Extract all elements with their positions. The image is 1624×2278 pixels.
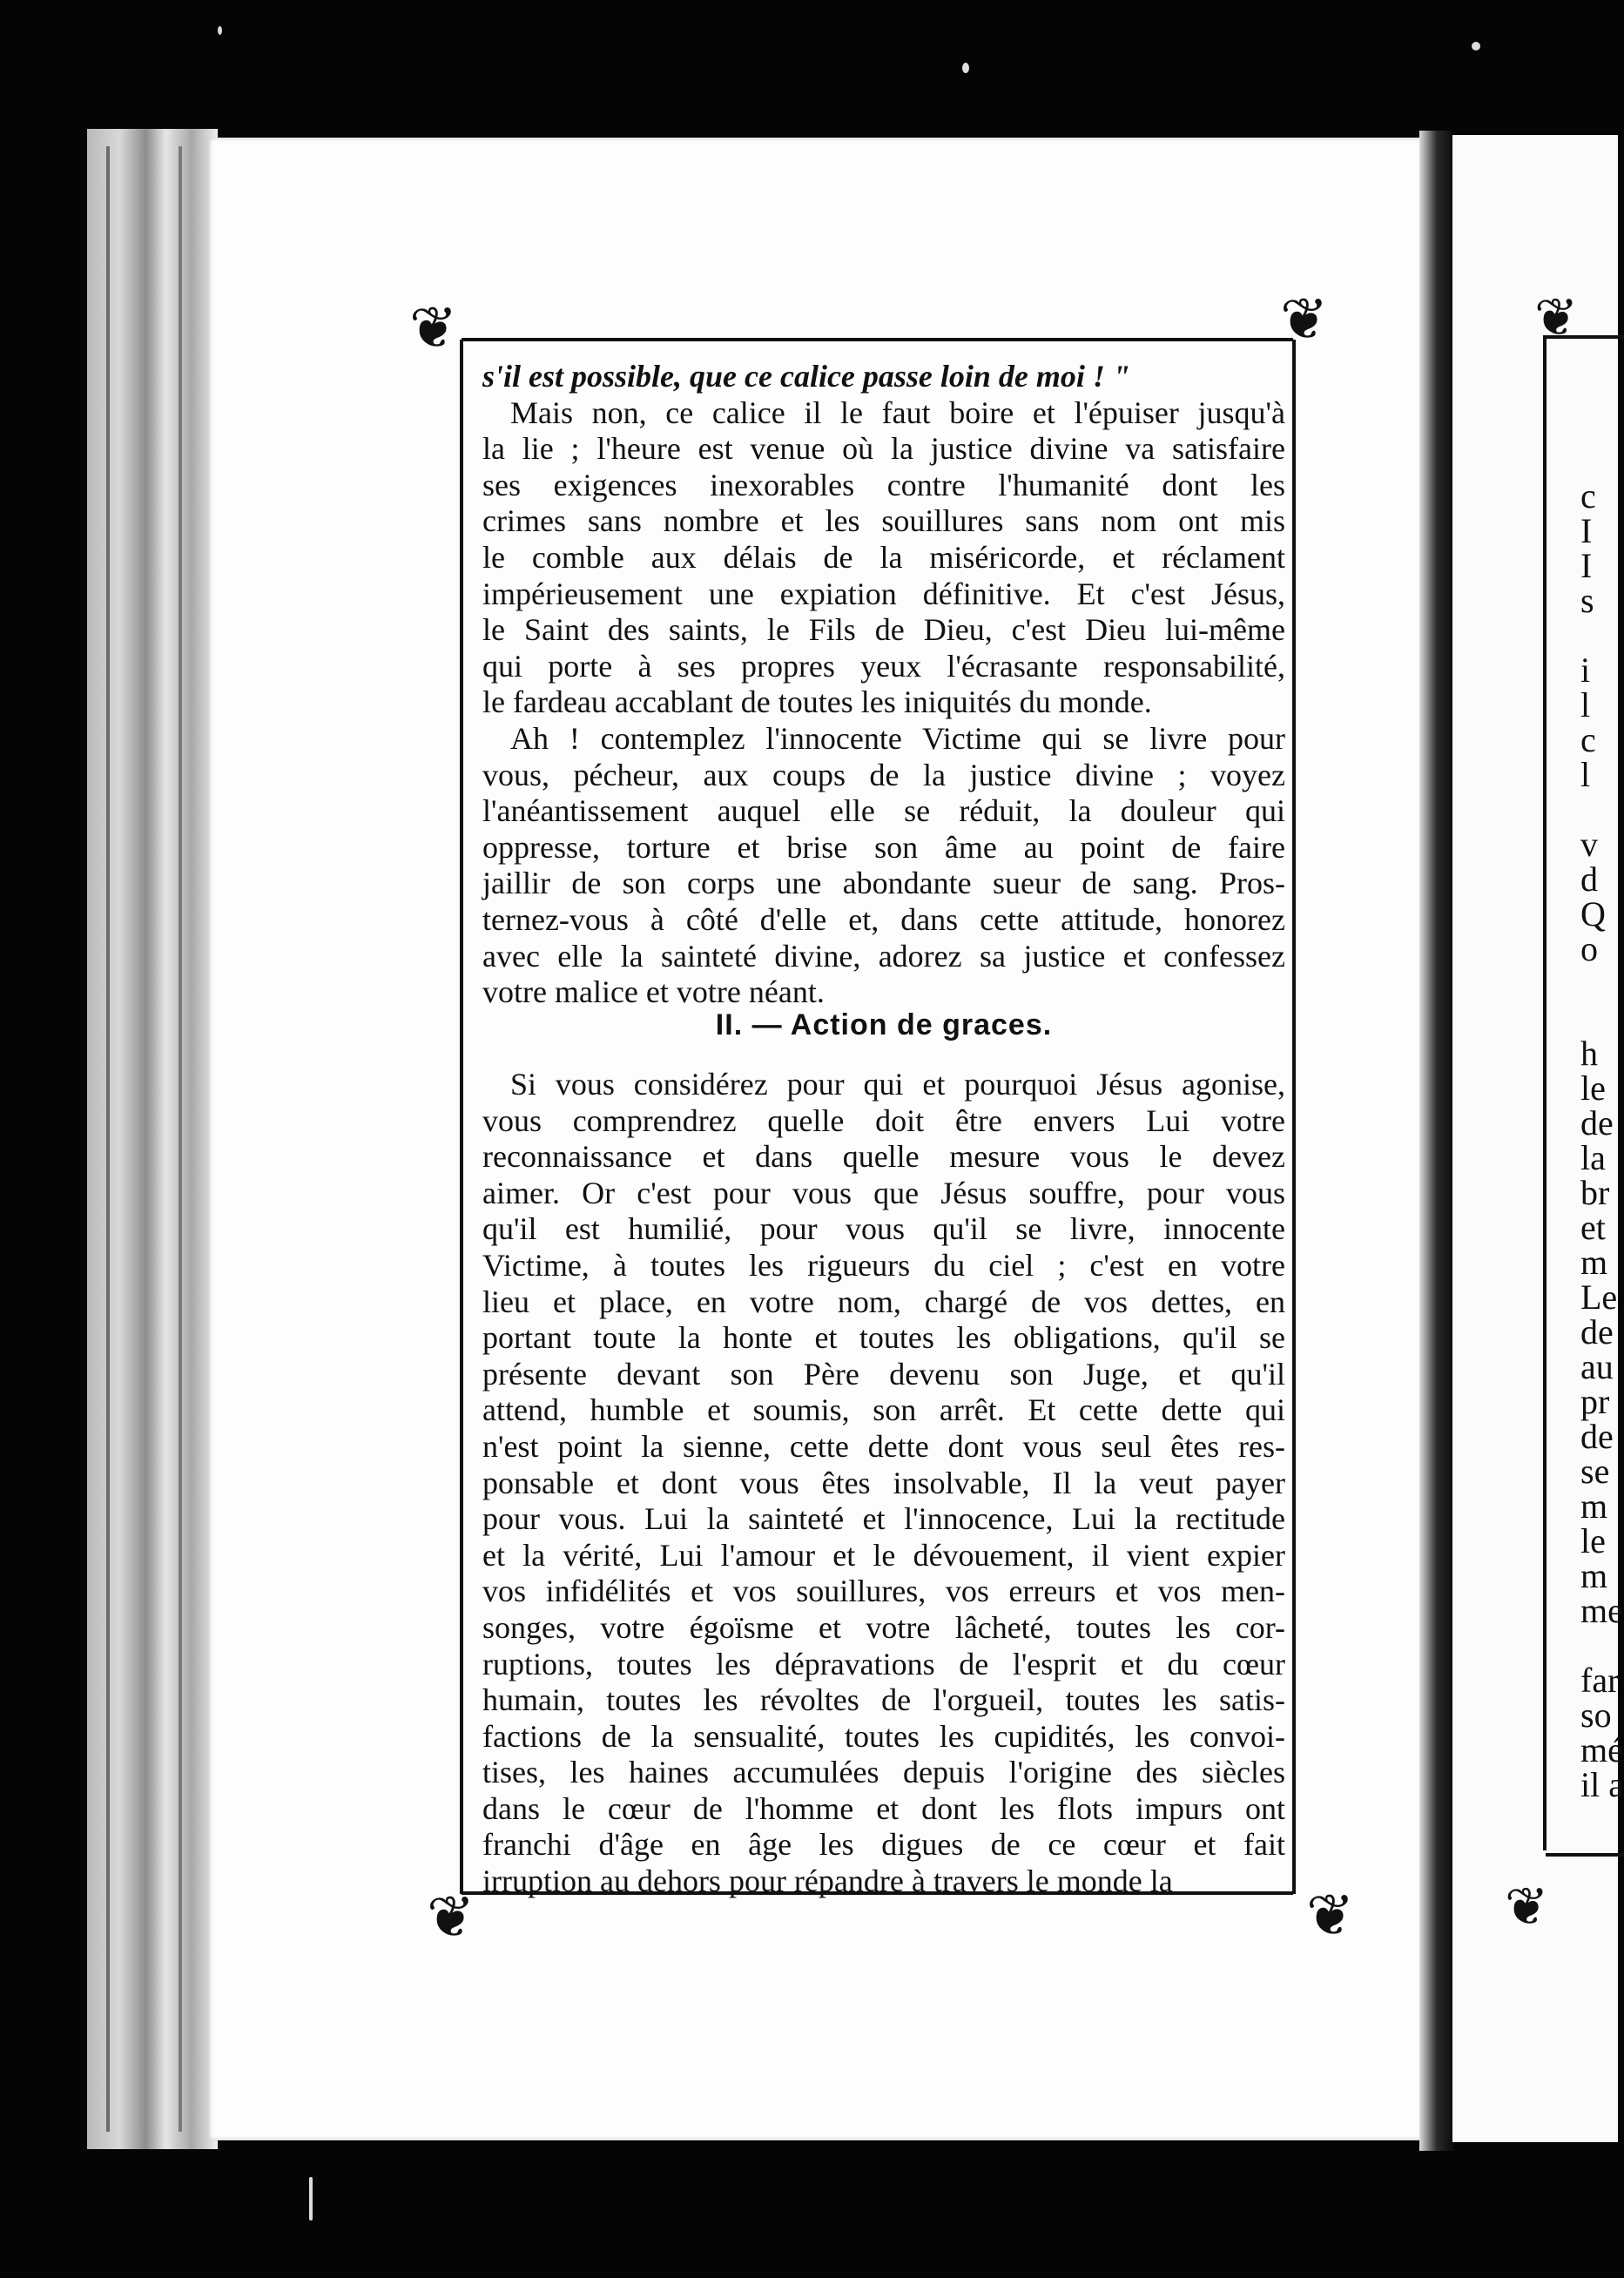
facing-text-fragment: et (1580, 1208, 1606, 1247)
paragraph-3 (482, 1067, 1285, 1900)
facing-text-fragment: c (1580, 476, 1596, 516)
text-line: ruptions, toutes les dépravations de l'esprit et du cœur (482, 1646, 1285, 1682)
facing-text-fragment (1580, 618, 1624, 653)
page-edge-line (106, 146, 110, 2132)
paragraph-1 (482, 395, 1285, 721)
facing-corner-ornament: ❦ (1505, 1878, 1549, 1936)
facing-text-fragment (1580, 409, 1624, 444)
facing-corner-ornament: ❦ (1534, 289, 1579, 347)
dust-speck (309, 2177, 313, 2221)
text-line: ternez-vous à côté d'elle et, dans cette attitude, honorez (482, 901, 1285, 937)
facing-text-fragment: Q (1580, 894, 1606, 933)
facing-text-fragment: far (1580, 1661, 1620, 1700)
page-edge-line (179, 146, 182, 2132)
facing-text-fragment: v (1580, 825, 1598, 864)
facing-text-fragment (1580, 792, 1624, 827)
facing-text-fragment: se (1580, 1452, 1610, 1491)
facing-text-fragment: m (1580, 1556, 1608, 1595)
facing-text-fragment: I (1580, 546, 1593, 585)
facing-text-fragment: i (1580, 650, 1591, 690)
text-line: l'anéantissement auquel elle se réduit, la douleur qui (482, 793, 1285, 829)
facing-text-fragment: o (1580, 929, 1598, 968)
text-line: vos infidélités et vos souillures, vos erreurs et vos men- (482, 1574, 1285, 1609)
body-text-continued (482, 1067, 1285, 1900)
facing-text-fragment: de (1580, 1312, 1614, 1351)
facing-text-fragment: mé (1580, 1730, 1623, 1769)
text-line: tises, les haines accumulées depuis l'origine des siècles (482, 1755, 1285, 1790)
text-line: qui porte à ses propres yeux l'écrasante responsabilité, (482, 648, 1285, 684)
facing-text-fragment: de (1580, 1417, 1614, 1456)
facing-text-fragment: d (1580, 859, 1598, 899)
text-line: qu'il est humilié, pour vous qu'il se livre, innocente (482, 1211, 1285, 1247)
facing-text-fragment (1580, 1001, 1624, 1036)
text-line: impérieusement une expiation définitive. Et c'est Jésus, (482, 576, 1285, 611)
facing-text-fragment: h (1580, 1034, 1598, 1073)
facing-page-border (1543, 335, 1547, 1850)
text-line: aimer. Or c'est pour vous que Jésus souffre, pour vous (482, 1175, 1285, 1210)
facing-text-fragment: Le (1580, 1277, 1618, 1317)
text-line: jaillir de son corps une abondante sueur de sang. Pros- (482, 866, 1285, 901)
text-line: la lie ; l'heure est venue où la justice divine va satisfaire (482, 431, 1285, 467)
facing-text-fragment: le (1580, 1521, 1606, 1560)
text-line: pour vous. Lui la sainteté et l'innocence, Lui la rectitude (482, 1501, 1285, 1537)
body-text (482, 359, 1285, 1011)
text-line: Mais non, ce calice il le faut boire et l'épuiser jusqu'à (510, 394, 1285, 430)
text-line: dans le cœur de l'homme et dont les flots impurs ont (482, 1790, 1285, 1826)
text-line: crimes sans nombre et les souillures sans nom ont mis (482, 503, 1285, 539)
text-line: reconnaissance et dans quelle mesure vous le devez (482, 1139, 1285, 1175)
facing-text-fragment (1580, 1628, 1624, 1663)
text-line: vous, pécheur, aux coups de la justice divine ; voyez (482, 757, 1285, 792)
text-line: avec elle la sainteté divine, adorez sa justice et confessez (482, 938, 1285, 974)
frame-top-border (462, 338, 1293, 341)
text-line: humain, toutes les révoltes de l'orgueil, toutes les satis- (482, 1682, 1285, 1718)
text-line: ses exigences inexorables contre l'humanité dont les (482, 467, 1285, 502)
text-line: irruption au dehors pour répandre à travers le monde la (482, 1864, 1173, 1899)
facing-text-fragment: br (1580, 1173, 1610, 1212)
text-line: Victime, à toutes les rigueurs du ciel ; c'est en votre (482, 1247, 1285, 1283)
text-line: le Saint des saints, le Fils de Dieu, c'est Dieu lui-même (482, 612, 1285, 648)
paragraph-2 (482, 721, 1285, 1011)
text-line: n'est point la sienne, cette dette dont vous seul êtes res- (482, 1428, 1285, 1464)
dust-speck (1472, 42, 1480, 51)
facing-text-fragment: il a (1580, 1765, 1624, 1804)
text-line: factions de la sensualité, toutes les cupidités, les convoi- (482, 1718, 1285, 1754)
facing-page-border-bottom (1546, 1853, 1624, 1857)
facing-text-fragment: l (1580, 685, 1591, 725)
text-line: vous comprendrez quelle doit être envers Lui votre (482, 1102, 1285, 1138)
facing-text-fragment: le (1580, 1068, 1606, 1108)
text-line: lieu et place, en votre nom, chargé de vos dettes, en (482, 1284, 1285, 1319)
text-line: et la vérité, Lui l'amour et le dévouement, il vient expier (482, 1537, 1285, 1573)
opening-quote-line: s'il est possible, que ce calice passe loin de moi ! " (482, 359, 1130, 394)
text-line: le fardeau accablant de toutes les iniquités du monde. (482, 684, 1152, 720)
facing-text-fragment: me (1580, 1591, 1623, 1630)
corner-ornament-top-right: ❦ (1280, 288, 1329, 352)
facing-text-fragment: m (1580, 1486, 1608, 1526)
facing-text-fragment: l (1580, 755, 1591, 794)
facing-text-fragment: au (1580, 1347, 1614, 1386)
frame-right-border (1292, 340, 1296, 1894)
facing-text-fragment: pr (1580, 1382, 1610, 1421)
text-line: présente devant son Père devenu son Juge, et qu'il (482, 1356, 1285, 1392)
text-line: oppresse, torture et brise son âme au point de faire (482, 829, 1285, 865)
frame-left-border (460, 340, 463, 1894)
book-gutter (1419, 131, 1454, 2151)
text-line: ponsable et dont vous êtes insolvable, Il la veut payer (482, 1465, 1285, 1500)
text-line: portant toute la honte et toutes les obligations, qu'il se (482, 1320, 1285, 1356)
dust-speck (218, 26, 222, 35)
text-line: votre malice et votre néant. (482, 974, 825, 1010)
text-line: Ah ! contemplez l'innocente Victime qui se livre pour (510, 720, 1285, 756)
facing-text-fragment: la (1580, 1138, 1606, 1177)
facing-text-fragment (1580, 967, 1624, 1001)
dust-speck (962, 63, 969, 73)
section-heading: II. — Action de graces. (715, 1008, 1053, 1041)
corner-ornament-bottom-left: ❦ (427, 1886, 475, 1950)
facing-text-fragment: m (1580, 1243, 1608, 1282)
facing-text-fragment: de (1580, 1103, 1614, 1142)
text-line: le comble aux délais de la miséricorde, et réclament (482, 539, 1285, 575)
facing-page-text-fragments (1580, 409, 1624, 1803)
text-line: songes, votre égoïsme et votre lâcheté, toutes les cor- (482, 1609, 1285, 1645)
facing-text-fragment: I (1580, 511, 1593, 550)
text-line: Si vous considérez pour qui et pourquoi Jésus agonise, (510, 1067, 1285, 1102)
facing-text-fragment: s (1580, 581, 1594, 620)
corner-ornament-bottom-right: ❦ (1306, 1884, 1355, 1948)
facing-text-fragment: so (1580, 1695, 1612, 1735)
text-line: franchi d'âge en âge les digues de ce cœur et fait (482, 1827, 1285, 1863)
text-line: attend, humble et soumis, son arrêt. Et cette dette qui (482, 1392, 1285, 1428)
corner-ornament-top-left: ❦ (409, 297, 458, 361)
facing-text-fragment: c (1580, 720, 1596, 759)
facing-text-fragment (1580, 444, 1624, 479)
page-edge-line (139, 146, 143, 2132)
